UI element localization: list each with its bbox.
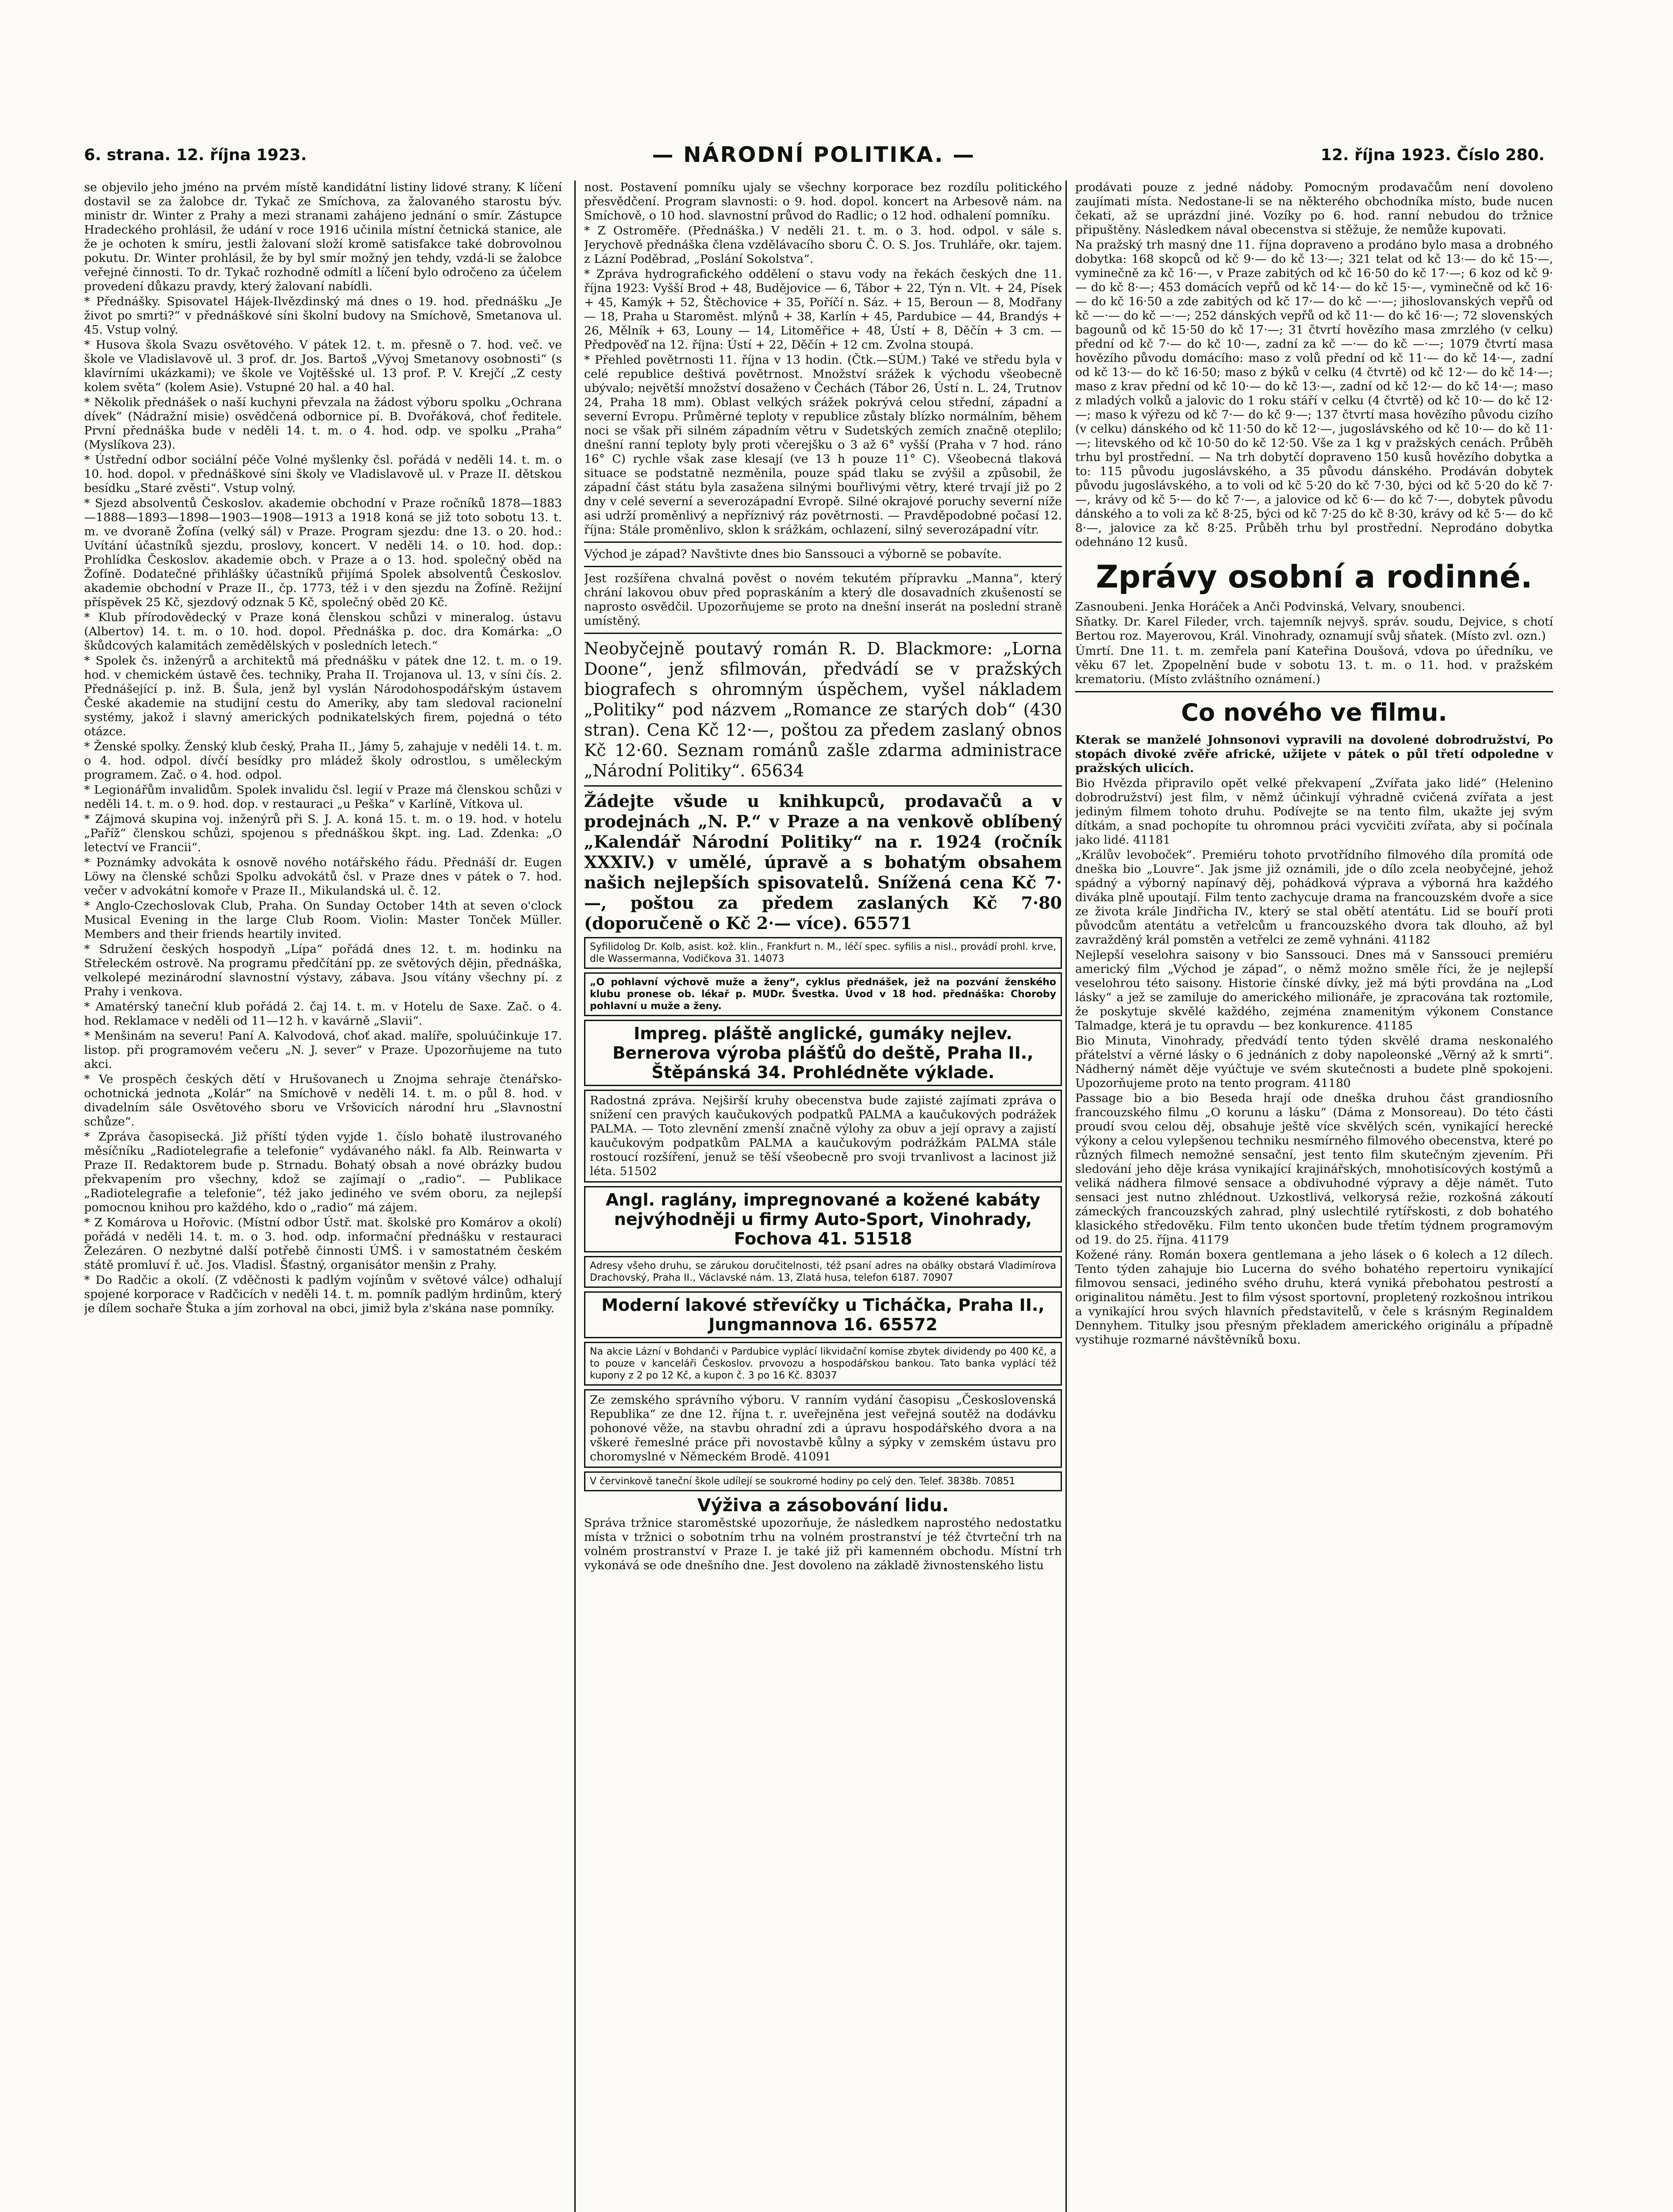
news-item: * Ústřední odbor sociální péče Volné myšlenky čsl. pořádá v neděli 14. t. m. o 10. hod. dopol. v přednáškové síni školy ve Vladislavově ul. v Praze II. dětskou besídku „Staré zvěsti“. Vstup volný. (84, 453, 562, 495)
kalendar-ad: Žádejte všude u knihkupců, prodavačů a v prodejnách „N. P.“ v Praze a na venkově oblíbený „Kalendář Národní Politiky“ na r. 1924 (ročník XXXIV.) v umělé, úpravě a s bohatým obsahem našich nejlepších spisovatelů. Snížená cena Kč 7·—, poštou za předem zaslaných Kč 7·80 (doporučeně o Kč 2·— více). 65571 (584, 791, 1062, 933)
news-item: Jest rozšířena chvalná pověst o novém tekutém přípravku „Manna“, který chrání lakovou obuv před popraskáním a který dle dosavadních zkušeností se naprosto osvědčil. Upozorňujeme se proto na dnešní inserát na poslední straně umístěný. (584, 572, 1062, 628)
column-divider (1065, 180, 1067, 2212)
news-item: Passage bio a bio Beseda hrají ode dneška druhou část grandiosního francouzského filmu „O korunu a lásku“ (Dáma z Monsoreau). Do této části proudí svou celou děj, obsahuje ještě více skvělých scén, vynikající herecké výkony a celou vylepšenou techniku nesmírného filmového obecenstva, které po různých filmech nemožné sensační, jest tento film skutečným zjevením. Při sledování jeho děje krása vynikající krajinářských, mnohotisícových kostýmů a veliká nádhera filmové sensace a obdivuhodné výpravy a děje námět. Tuto sensaci jest nutno zhlédnout. Uzkostlivá, velkorysá režie, rozkošná zákoutí zámeckých francouzských zahrad, plný uslechtilé rytířskosti, z dob bohatého klasického středověku. Film tento ukončen bude třetím týdnem programovým od 19. do 25. října. 41179 (1075, 1091, 1553, 1247)
ad-box: Na akcie Lázní v Bohdanči v Pardubice vyplácí likvidační komise zbytek dividendy po 400 Kč, a to pouze v kanceláři Českoslov. prvovozu a hospodářskou bankou. Tato banka vyplácí též kupony z 2 po 12 Kč, a kupon č. 3 po 16 Kč. 83037 (584, 1342, 1062, 1386)
news-item: Kterak se manželé Johnsonovi vypravili na dovolené dobrodružství, Po stopách divoké zvěře africké, užijete v pátek o půl třetí odpoledne v pražských ulicích. (1075, 733, 1553, 775)
news-item: * Sjezd absolventů Českoslov. akademie obchodní v Praze ročníků 1878—1883—1888—1893—1898—1903—1908—1913 a 1918 koná se již toto sobotu 13. t. m. ve dvoraně Žofína (velký sál) v Praze. Program sjezdu: dne 13. o 20. hod.: Uvítání účastníků sjezdu, proslovy, koncert. V neděli 14. o 10. hod. dop.: Prohlídka Českoslov. akademie obch. v Praze a o 13. hod. společný oběd na Žofíně. Dodatečné přihlášky účastníků přijímá Spolek absolventů Českoslov. akademie obchodní v Praze II., čp. 1773, též i v den sjezdu na Žofíně. Režijní příspěvek 25 Kč, sjezdový odznak 5 Kč, společný oběd 20 Kč. (84, 496, 562, 609)
news-item: Kožené rány. Román boxera gentlemana a jeho lásek o 6 kolech a 12 dílech. Tento týden zahajuje bio Lucerna do svého bohatého repertoiru vynikající filmovou sensaci, jediného svého druhu, která vyniká přebohatou pestrostí a originalitou námětu. Jest to film výsost sportovní, propletený rozkošnou intrikou a vynikající hrou svých hlavních představitelů, v čele s krásným Reginaldem Dennyhem. Titulky jsou přesným překladem amerického originálu a případně vystihuje rozmarné návštěvníků boxu. (1075, 1248, 1553, 1347)
news-item: * Z Ostroměře. (Přednáška.) V neděli 21. t. m. o 3. hod. odpol. v sále s. Jerychově přednáška člena vzdělávacího sboru Č. O. S. Jos. Truhláře, okr. tajem. z Lázní Poděbrad, „Poslání Sokolstva“. (584, 224, 1062, 266)
divider (1075, 691, 1553, 692)
ad-box: Moderní lakové střevíčky u Ticháčka, Praha II., Jungmannova 16. 65572 (584, 1291, 1062, 1338)
column-3 (1075, 180, 1553, 2212)
news-item: * Menšinám na severu! Paní A. Kalvodová, choť akad. malíře, spoluúčinkuje 17. listop. při programovém večeru „N. J. sever“ v Praze. Upozorňujeme na tuto akci. (84, 1029, 562, 1071)
news-item: Bio Minuta, Vinohrady, předvádí tento týden skvělé drama neskonalého přátelství a věrné lásky o 6 jednáních z doby napoleonské „Věrný až k smrti“. Nádherný námět děje vyúčtuje ve svém skutečnosti a budete plně spokojeni. Upozorňujeme proto na tento program. 41180 (1075, 1034, 1553, 1090)
news-item: * Přednášky. Spisovatel Hájek-Ilvězdinský má dnes o 19. hod. přednášku „Je život po smrti?“ v přednáškové síni školní budovy na Smíchově, Smetanova ul. 45. Vstup volný. (84, 295, 562, 337)
ad-box: „O pohlavní výchově muže a ženy“, cyklus přednášek, jež na pozvání ženského klubu pronese ob. lékař p. MUDr. Švestka. Úvod v 18 hod. přednáška: Choroby pohlavní u muže a ženy. (584, 972, 1062, 1016)
ad-box: Impreg. pláště anglické, gumáky nejlev. Bernerova výroba plášťů do deště, Praha II., Štěpánská 34. Prohlédněte výklade. (584, 1020, 1062, 1086)
news-item: Správa tržnice staroměstské upozorňuje, že následkem naprostého nedostatku místa v tržnici o sobotním trhu na volném prostranství je též čtvrteční trh na volném prostranství v Praze I. je také již při kamenném obchodu. Místní trh vykonává se ode dnešního dne. Jest dovoleno na základě živnostenského listu (584, 1516, 1062, 1572)
news-item: * Zpráva hydrografického oddělení o stavu vody na řekách českých dne 11. října 1923: Vyšší Brod + 48, Budějovice — 6, Tábor + 22, Týn n. Vlt. + 24, Písek + 45, Kamýk + 52, Štěchovice + 35, Poříčí n. Sáz. + 15, Beroun — 8, Modřany — 18, Praha u Staroměst. mlýnů + 38, Karlín + 45, Pardubice — 44, Brandýs + 26, Mělník + 63, Louny — 14, Litoměřice + 48, Ústí + 8, Děčín + 3 cm. — Předpověď na 12. října: Ústí + 22, Děčín + 12 cm. Zvolna stoupá. (584, 267, 1062, 352)
header-issue-number: 12. října 1923. Číslo 280. (1320, 146, 1545, 164)
news-item: * Několik přednášek o naší kuchyni převzala na žádost výboru spolku „Ochrana dívek“ (Nádražní misie) osvědčená odbornice pí. B. Dvořáková, choť ředitele. První přednáška bude v neděli 14. t. m. o 4. hod. odp. ve spolku „Praha“ (Myslíkova 23). (84, 396, 562, 452)
news-item: * Klub přírodovědecký v Praze koná členskou schůzi v mineralog. ústavu (Albertov) 14. t. m. o 10. hod. dopol. Přednáška p. doc. dra Komárka: „O škůdcových kalamitách zemědělských v posledních letech.“ (84, 611, 562, 653)
ad-box: Ze zemského správního výboru. V ranním vydání časopisu „Československá Republika“ ze dne 12. října t. r. uveřejněna jest veřejná soutěž na dodávku pohonové věže, na stavbu ohradní zdi a úpravu hospodářského dvora a na vškeré řemeslné práce při novostavbě kůlny a sýpky v zemském ústavu pro choromyslné v Německém Brodě. 41091 (584, 1389, 1062, 1468)
ad-box: Radostná zpráva. Nejširší kruhy obecenstva bude zajisté zajímati zpráva o snížení cen pravých kaučukových podpatků PALMA a kaučukových podrážek PALMA. — Toto zlevnění zmenší značně výlohy za obuv a její opravy a zajistí kaučukovým podpatkům PALMA a kaučukovým podrážkám PALMA stále rostoucí rozšíření, jenuž se těší všeobecně pro svoji trvanlivost a lacinost již léta. 51502 (584, 1090, 1062, 1183)
section-heading: Zprávy osobní a rodinné. (1096, 559, 1533, 595)
column-1 (84, 180, 562, 2212)
ad-box: Adresy všeho druhu, se zárukou doručitelnosti, též psaní adres na obálky obstará Vladimírova Drachovský, Praha II., Václavské nám. 13, Zlatá husa, telefon 6187. 70907 (584, 1256, 1062, 1288)
news-item: Nejlepší veselohra saisony v bio Sanssouci. Dnes má v Sanssouci premiéru americký film „Východ je západ“, o němž možno směle říci, že je nejlepší veselohrou této saisony. Historie čínské dívky, jež má býti provdána na „Loď lásky“ a jež se zamiluje do amerického milionáře, je zpracována tak roztomile, že poskytuje skvělé každého, zejména znamenitým výkonem Constance Talmadge, která je tu opravdu — bez konkurence. 41185 (1075, 948, 1553, 1033)
news-item: nost. Postavení pomníku ujaly se všechny korporace bez rozdílu politického přesvědčení. Program slavnosti: o 9. hod. dopol. koncert na Arbesově nám. na Smíchově, o 10 hod. slavnostní průvod do Radlic; o 12 hod. odhalení pomníku. (584, 180, 1062, 223)
divider (584, 566, 1062, 567)
lorna-doone-ad: Neobyčejně poutavý román R. D. Blackmore: „Lorna Doone“, jenž sfilmován, předvádí se v pražských biografech s ohromným úspěchem, vyšel nákladem „Politiky“ pod názvem „Romance ze starých dob“ (430 stran). Cena Kč 12·—, poštou za předem zaslaný obnos Kč 12·60. Seznam románů zašle zdarma administrace „Národní Politiky“. 65634 (584, 639, 1062, 780)
news-item: * Zpráva časopisecká. Již příští týden vyjde 1. číslo bohatě ilustrovaného měsíčníku „Radiotelegrafie a telefonie“ vydávaného nákl. fa Alb. Reinwarta v Praze II. Redaktorem bude p. Strnadu. Bohatý obsah a nové obrázky budou překvapením pro všechny, kdož se zajímají o „radio“. — Publikace „Radiotelegrafie a telefonie“, též jako jediného ve svém oboru, za nejlepší pomocnou knihou pro každého, kdo o „radio“ má zájem. (84, 1130, 562, 1214)
section-heading: Co nového ve filmu. (1181, 699, 1447, 726)
news-item: Zasnoubeni. Jenka Horáček a Anči Podvinská, Velvary, snoubenci. (1075, 600, 1465, 614)
news-item: * Ve prospěch českých dětí v Hrušovanech u Znojma sehraje čtenářsko-ochotnická jednota „Kolár“ na Smíchově v neděli 14. t. m. o půl 8. hod. v divadelním sále Osvětového sboru ve Vršovicích národní hru „Slavnostní schůze“. (84, 1072, 562, 1129)
news-item: Sňatky. Dr. Karel Fileder, vrch. tajemník nejvyš. správ. soudu, Dejvice, s chotí Bertou roz. Mayerovou, Král. Vinohrady, oznamují svůj sňatek. (Místo zvl. ozn.) (1075, 615, 1553, 643)
news-item: prodávati pouze z jedné nádoby. Pomocným prodavačům není dovoleno zaujímati místa. Nedostane-li se na některého obchodníka místo, bude nucen čekati, až se uprázdní jiné. Vozíky po 6. hod. ranní nebudou do tržnice připuštěny. Následkem nával obecenstva si stěžuje, že nemůže kupovati. (1075, 180, 1553, 237)
section-heading: Výživa a zásobování lidu. (697, 1495, 949, 1516)
news-item: Bio Hvězda připravilo opět velké překvapení „Zvířata jako lidé“ (Helenino dobrodružství) jest film, v němž účinkují výhradně cvičená zvířata a jest jediným filmem tohoto druhu. Podívejte se na tento film, ukažte jej svým dítkám, a snad pochopíte tu ohromnou práci vycvičiti zvířata, aby si počínala jako lidé. 41181 (1075, 776, 1553, 847)
news-item: * Anglo-Czechoslovak Club, Praha. On Sunday October 14th at seven o'clock Musical Evening in the large Club Room. Violin: Master Tonček Müller. Members and their friends heartily invited. (84, 899, 562, 941)
news-item: Východ je západ? Navštivte dnes bio Sanssouci a výborně se pobavíte. (584, 547, 1002, 561)
news-item: Úmrtí. Dne 11. t. m. zemřela paní Kateřina Doušová, vdova po úředníku, ve věku 67 let. Zpopelnění bude v sobotu 13. t. m. o 11. hod. v pražském krematoriu. (Místo zvláštního oznámení.) (1075, 644, 1553, 686)
news-item: * Zájmová skupina voj. inženýrů při S. J. A. koná 15. t. m. o 19. hod. v hotelu „Paříž“ členskou schůzi, spojenou s přednáškou škpt. ing. Lad. Zdenka: „O letectví ve Francii“. (84, 812, 562, 854)
header-page-date: 6. strana. 12. října 1923. (84, 146, 307, 164)
news-item: * Legionářům invalidům. Spolek invalidu čsl. legií v Praze má členskou schůzi v neděli 14. t. m. o 9. hod. dop. v restauraci „u Peška“ v Karlíně, Vítkova ul. (84, 783, 562, 811)
news-item: * Ženské spolky. Ženský klub český, Praha II., Jámy 5, zahajuje v neděli 14. t. m. o 4. hod. odpol. dívčí besídky pro mládež školy odrostlou, s uměleckým programem. Zač. o 4. hod. odpol. (84, 740, 562, 782)
news-item: * Husova škola Svazu osvětového. V pátek 12. t. m. přesně o 7. hod. več. ve škole ve Vladislavově ul. 3 prof. dr. Jos. Bartoš „Vývoj Smetanovy osobnosti“ (s klavírními ukázkami); ve škole ve Vojtěšské ul. 13 prof. P. V. Krejčí „Z cesty kolem světa“ (kolem Asie). Vstupné 20 hal. a 40 hal. (84, 338, 562, 394)
news-item: „Králův levoboček“. Premiéru tohoto prvotřídního filmového díla promítá ode dneška bio „Louvre“. Jak jsme již oznámili, jde o dílo zcela neobyčejné, jehož spádný a výborný napínavý děj, pohádková výprava a výborná hra každého diváka plně upoutají. Film tento zachycuje drama na francouzském dvoře a sice ze života krále Jindřicha IV., který se stal obětí atentátu. Lid se bouří proti původcům atentátu a vetřelcům u francouzského dvora tak dlouho, až byl zavražděný král pomstěn a vetřelci ze země vyhnáni. 41182 (1075, 848, 1553, 947)
news-item: * Spolek čs. inženýrů a architektů má přednášku v pátek dne 12. t. m. o 19. hod. v chemickém ústavě čes. techniky, Praha II. Trojanova ul. 13, v síni čís. 2. Přednášející p. inž. B. Šula, jenž byl vyslán Národohospodářským ústavem České akademie na studijní cestu do Ameriky, aby tam sledoval racionelní systémy, jakož i slavný amerických podnikatelských firem, pojedná o této otázce. (84, 654, 562, 738)
column-divider (574, 180, 576, 2212)
ad-box: Angl. raglány, impregnované a kožené kabáty nejvýhodněji u firmy Auto-Sport, Vinohrady, Fochova 41. 51518 (584, 1186, 1062, 1252)
newspaper-title: — NÁRODNÍ POLITIKA. — (652, 142, 976, 167)
news-item: * Amatérský taneční klub pořádá 2. čaj 14. t. m. v Hotelu de Saxe. Zač. o 4. hod. Reklamace v neděli od 11—12 h. v kavárně „Slavii“. (84, 1000, 562, 1028)
page-header (84, 139, 1545, 170)
news-item: * Sdružení českých hospodyň „Lípa“ pořádá dnes 12. t. m. hodinku na Střeleckém ostrově. Na programu předčítání pp. ze světových dějin, přednáška, velkolepé mezinárodní slavnostní výstavy, zábava. Jsou vítány všechny pí. z Prahy i venkova. (84, 942, 562, 998)
news-item: se objevilo jeho jméno na prvém místě kandidátní listiny lidové strany. K líčení dostavil se za žalobce dr. Tykač ze Smíchova, za žalovaného starostu býv. ministr dr. Winter z Prahy a mezi stranami zahájeno jednání o smír. Zástupce Hradeckého prohlásil, že udání v roce 1916 učinila místní četnická stanice, ale že je ochoten k smíru, jestli žalovaní složí kromě satisfakce také dobrovolnou pokutu. Dr. Winter prohlásil, že by byl smír možný jen tehdy, vzdá-li se žalobce veřejné činnosti. To dr. Tykač rozhodně odmítl a líčení bylo odročeno za účelem provedení důkazu pravdy, který žalovaní nabídli. (84, 180, 562, 293)
news-item: * Do Radčic a okolí. (Z vděčnosti k padlým vojínům v světové válce) odhalují spojené korporace v Radčicích v neděli 14. t. m. pomník padlým hrdinům, který je dílem sochaře Štuka a jím zorhoval na obci, jimiž byla z'skána nase pomníky. (84, 1273, 562, 1315)
divider (584, 541, 1062, 543)
divider (584, 633, 1062, 634)
ad-box: V červinkově taneční škole udílejí se soukromé hodiny po celý den. Telef. 3838b. 70851 (584, 1471, 1062, 1491)
column-2 (584, 180, 1062, 2212)
news-item: * Poznámky advokáta k osnově nového notářského řádu. Přednáší dr. Eugen Löwy na členské schůzi Spolku advokátů čsl. v Praze dnes v pátek o 7. hod. večer v advokátní komoře v Praze II., Mikulandská ul. č. 12. (84, 856, 562, 898)
divider (584, 785, 1062, 787)
ad-box: Syfilidolog Dr. Kolb, asist. kož. klin., Frankfurt n. M., léčí spec. syfilis a nisl., provádí prohl. krve, dle Wassermanna, Vodičkova 31. 14073 (584, 937, 1062, 969)
news-item: * Přehled povětrnosti 11. října v 13 hodin. (Čtk.—SÚM.) Také ve středu byla v celé republice deštivá povětrnost. Množství srážek k východu všeobecně ubývalo; největší množství dosaženo v Čechách (Tábor 26, Ústí n. L. 24, Trutnov 24, Praha 18 mm). Oblast velkých srážek pokrývá celou střední, západní a severní Evropu. Průměrné teploty v republice zůstaly blízko normálním, během noci se však při silném západním větru v Sudetských zemích značně oteplilo; dnešní ranní teploty byly proti včerejšku o 3 až 6° vyšší (Praha v 7 hod. ráno 16° C) rychle však zase klesají (ve 13 h pouze 11° C). Všeobecná tlaková situace se podstatně nezměnila, pouze spád tlaku se zvýšil a způsobil, že západní část státu byla zasažena silnými bouřlivými větry, které trvají již po 2 dny v celé severní a severozápadní Evropě. Silné okrajové poruchy severní níže asi udrží proměnlivý a nepříznivý ráz povětrnosti. — Pravděpodobné počasí 12. října: Stále proměnlivo, sklon k srážkám, ochlazení, silný severozápadní vítr. (584, 353, 1062, 537)
news-item: * Z Komárova u Hořovic. (Místní odbor Ústř. mat. školské pro Komárov a okolí) pořádá v neděli 14. t. m. o 3. hod. odp. informační přednášku v restauraci Železáren. O nezbytné další potřebě činnosti ÚMŠ. i v samostatném českém státě promluví ř. uč. Jos. Vladisl. Šťastný, organisátor menšin z Prahy. (84, 1216, 562, 1272)
news-item: Na pražský trh masný dne 11. října dopraveno a prodáno bylo masa a drobného dobytka: 168 skopců od kč 9·— do kč 13·—; 321 telat od kč 13·— do kč 15·—, vyminečně za kč 16·—, v Praze zabitých od kč 16·50 do kč 17·—; 6 koz od kč 9·— do kč 8·—; 453 domácích vepřů od kč 14·— do kč 15·—, vyminečně od kč 16·— do kč 16·50 a zde zabitých od kč 17·— do kč —·—; jihoslovanských vepřů od kč —·— do kč —·—; 252 dánských vepřů od kč 11·— do kč 16·—; 72 slovenských bagounů od kč 15·50 do kč 17·—; 31 čtvrtí hovězího masa zmrzlého (v celku) přední od kč 7·— do kč 10·—, zadní za kč —·— do kč —·—; 1079 čtvrtí masa hovězího původu domácího: maso z volů přední od kč 11·— do kč 14·—, zadní od kč 13·— do kč 16·50; maso z býků v celku (4 čtvrtě) od kč 12·— do kč 14·—; maso z krav přední od kč 10·— do kč 13·—, zadní od kč 12·— do kč 14·—; maso z mladých volků a jalovic do 1 roku stáří v celku (4 čtvrtě) od kč 10·— do kč 12·—; maso k výřezu od kč 7·— do kč 9·—; 137 čtvrtí masa hovězího původu cizího (v celku) dánského od kč 11·50 do kč 12·—, jugoslávského od kč 10·— do kč 11·—; litevského od kč 10·50 do kč 12·50. Vše za 1 kg v pražských cenách. Průběh trhu byl prostřední. — Na trh dobytčí dopraveno 150 kusů hovězího dobytka a to: 115 původu jugoslávského, a 35 původu dánského. Prodáván dobytek původu jugoslávského, a to voli od kč 5·20 do kč 7·30, býci od kč 5·20 do kč 7·—, krávy od kč 5·— do kč 7·—, a jalovice od kč 6·— do kč 7·—, dobytek původu dánského a to voli za kč 8·25, býci od kč 7·25 do kč 8·30, krávy od kč 5·— do kč 8·—, jalovice za kč 8·25. Průběh trhu byl prostřední. Neprodáno dobytka odehnáno 12 kusů. (1075, 238, 1553, 549)
